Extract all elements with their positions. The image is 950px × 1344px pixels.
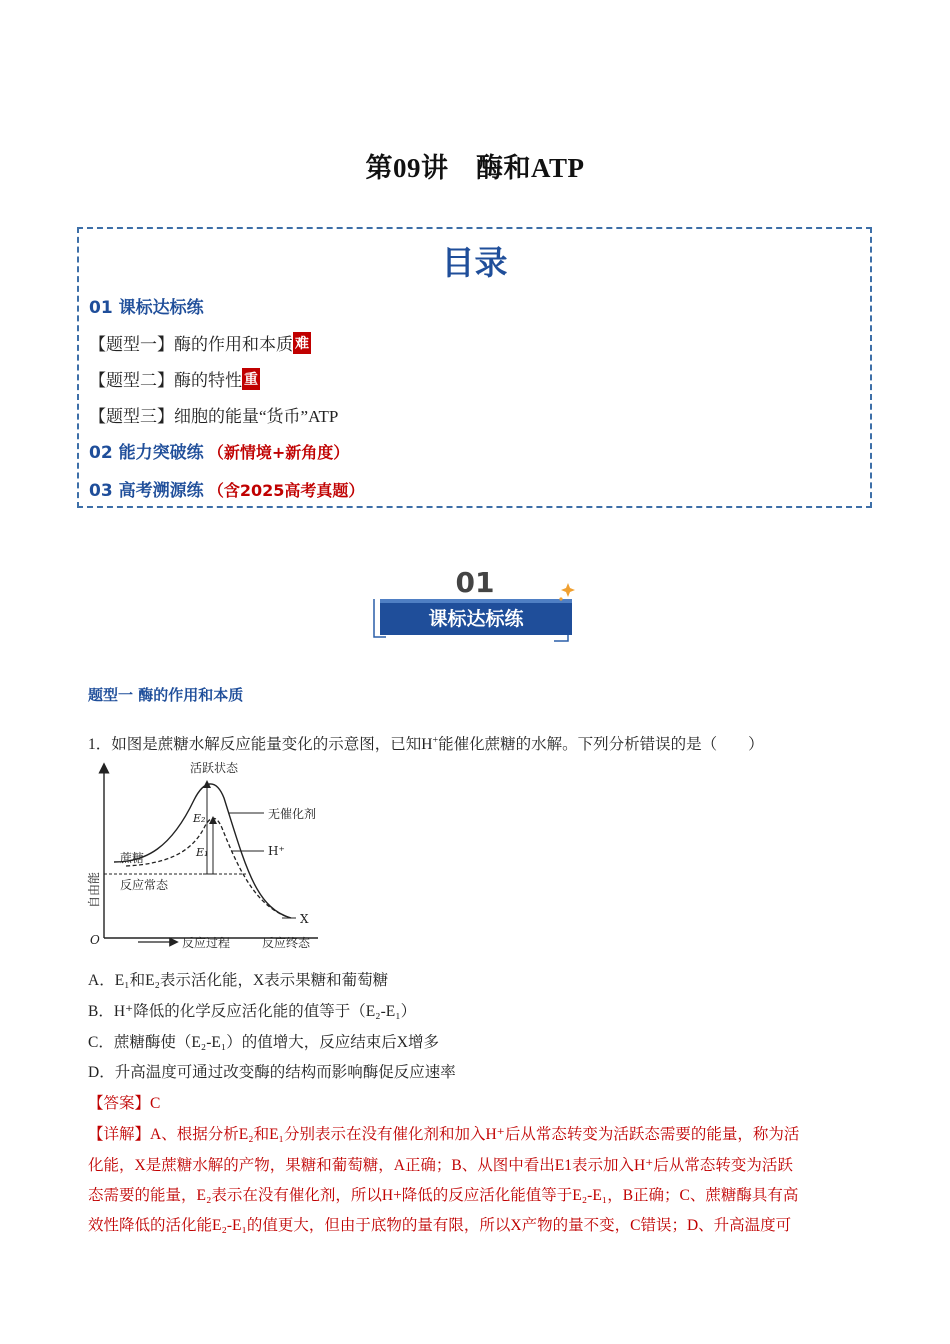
toc-section-03[interactable] <box>89 476 364 501</box>
label-origin: O <box>90 933 100 947</box>
question-stem: 1．如图是蔗糖水解反应能量变化的示意图，已知H+能催化蔗糖的水解。下列分析错误的是（ ） <box>88 734 764 753</box>
explanation-line-4: 效性降低的活化能E₂-E₁的值更大，但由于底物的量有限，所以X产物的量不变，C错误；D、升高温度可 <box>88 1217 792 1234</box>
explanation-line-1: 【详解】A、根据分析E₂和E₁分别表示在没有催化剂和加入H⁺后从常态转变为活跃态需要的能量，称为活 <box>88 1126 800 1143</box>
energy-diagram <box>86 758 336 953</box>
toc-heading: 目录 <box>441 243 508 282</box>
table-of-contents <box>77 227 872 508</box>
toc-item-type2[interactable] <box>89 366 260 391</box>
label-e2: E₂ <box>193 812 206 825</box>
importance-badge-key: 重 <box>242 368 260 390</box>
answer-label: 【答案】C <box>88 1095 161 1112</box>
label-reaction-process: 反应过程 <box>182 936 231 950</box>
toc-item-type1-label: 【题型一】酶的作用和本质 <box>89 335 293 354</box>
toc-section-03-note: （含2025高考真题） <box>207 481 365 500</box>
toc-item-type1[interactable] <box>89 330 311 355</box>
toc-section-03-label: 03 高考溯源练 <box>89 481 204 501</box>
label-active-state: 活跃状态 <box>190 761 239 775</box>
label-e1: E₁ <box>196 846 209 859</box>
banner-label: 课标达标练 <box>428 608 524 630</box>
page-title: 第09讲 酶和ATP <box>365 153 585 183</box>
label-h-plus: H⁺ <box>268 844 285 858</box>
label-no-catalyst: 无催化剂 <box>268 807 317 821</box>
section-title: 题型一 酶的作用和本质 <box>88 686 244 704</box>
explanation-line-3: 态需要的能量，E₂表示在没有催化剂，所以H+降低的反应活化能值等于E₂-E₁，B正确；C、蔗糖酶具有高 <box>88 1187 799 1204</box>
option-b[interactable]: B．H⁺降低的化学反应活化能的值等于（E₂-E₁） <box>88 1003 417 1020</box>
toc-section-02-note: （新情境+新角度） <box>207 443 350 462</box>
label-x: X <box>300 912 309 926</box>
option-a[interactable]: A．E₁和E₂表示活化能，X表示果糖和葡萄糖 <box>88 972 389 989</box>
difficulty-badge-hard: 难 <box>293 332 311 354</box>
label-normal-state: 反应常态 <box>120 878 169 892</box>
curve-h-plus <box>126 818 291 918</box>
toc-section-01[interactable]: 01 课标达标练 <box>89 298 204 318</box>
label-free-energy: 自由能 <box>87 871 101 908</box>
toc-section-02-label: 02 能力突破练 <box>89 443 204 463</box>
toc-section-02[interactable] <box>89 438 349 463</box>
label-reaction-end: 反应终态 <box>262 936 311 950</box>
banner-number: 01 <box>455 566 495 599</box>
toc-item-type2-label: 【题型二】酶的特性 <box>89 371 242 390</box>
explanation-line-2: 化能，X是蔗糖水解的产物，果糖和葡萄糖，A正确；B、从图中看出E1表示加入H⁺后从常态转变为活跃 <box>88 1157 793 1174</box>
option-d[interactable]: D．升高温度可通过改变酶的结构而影响酶促反应速率 <box>88 1064 456 1081</box>
sparkle-icon <box>561 583 575 597</box>
label-sucrose: 蔗糖 <box>120 851 145 865</box>
toc-item-type3[interactable]: 【题型三】细胞的能量“货币”ATP <box>89 407 339 426</box>
section-banner <box>372 565 582 645</box>
option-c[interactable]: C．蔗糖酶使（E₂-E₁）的值增大，反应结束后X增多 <box>88 1034 439 1051</box>
